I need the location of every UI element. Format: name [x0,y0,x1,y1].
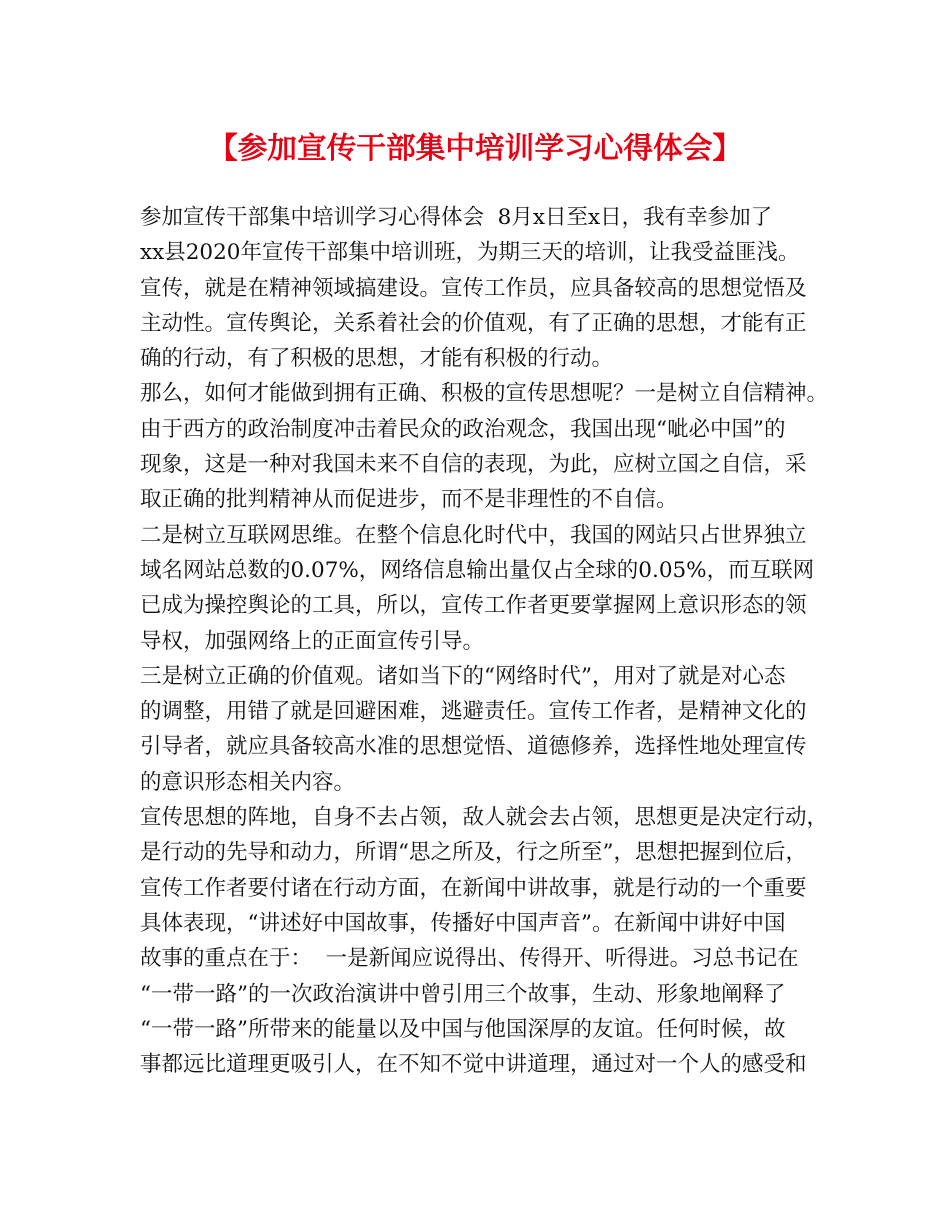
body-text-line: “一带一路”的一次政治演讲中曾引用三个故事，生动、形象地阐释了 [140,981,786,1007]
body-text-line: 域名网站总数的0.07%，网络信息输出量仅占全球的0.05%，而互联网 [140,557,815,583]
body-text-line: 二是树立互联网思维。在整个信息化时代中，我国的网站只占世界独立 [140,522,807,548]
body-text-line: 取正确的批判精神从而促进步，而不是非理性的不自信。 [140,487,678,513]
body-text-line: 现象，这是一种对我国未来不自信的表现，为此，应树立国之自信，采 [140,452,807,478]
document-body [140,200,830,1082]
body-text-line: 参加宣传干部集中培训学习心得体会 8月x日至x日，我有幸参加了 [140,205,773,230]
body-text-line: 引导者，就应具备较高水准的思想觉悟、道德修养，选择性地处理宣传 [140,734,807,760]
body-text-line: 事都远比道理更吸引人，在不知不觉中讲道理，通过对一个人的感受和 [140,1052,807,1078]
body-text-line: 宣传，就是在精神领域搞建设。宣传工作员，应具备较高的思想觉悟及 [140,275,807,301]
document-title: 【参加宣传干部集中培训学习心得体会】 [207,130,743,165]
body-text-line: 的调整，用错了就是回避困难，逃避责任。宣传工作者，是精神文化的 [140,699,807,725]
body-text-line: 是行动的先导和动力，所谓“思之所及，行之所至”，思想把握到位后， [140,840,807,866]
body-text-line: 具体表现，“讲述好中国故事，传播好中国声音”。在新闻中讲好中国 [140,910,786,936]
body-text-line: 宣传工作者要付诸在行动方面，在新闻中讲故事，就是行动的一个重要 [140,875,807,901]
body-text-line: 导权，加强网络上的正面宣传引导。 [140,628,485,654]
body-text-line: 主动性。宣传舆论，关系着社会的价值观，有了正确的思想，才能有正 [140,310,807,336]
body-text-line: 确的行动，有了积极的思想，才能有积极的行动。 [140,346,614,372]
body-text-line: 那么，如何才能做到拥有正确、积极的宣传思想呢？一是树立自信精神。 [140,381,829,407]
body-text-line: 三是树立正确的价值观。诸如当下的“网络时代”，用对了就是对心态 [140,663,786,689]
body-text-line: “一带一路”所带来的能量以及中国与他国深厚的友谊。任何时候，故 [140,1016,786,1042]
body-text-line: xx县2020年宣传干部集中培训班，为期三天的培训，让我受益匪浅。 [140,240,800,266]
body-text-line: 的意识形态相关内容。 [140,769,356,795]
body-text-line: 宣传思想的阵地，自身不去占领，敌人就会去占领，思想更是决定行动， [140,805,829,831]
body-text-line: 由于西方的政治制度冲击着民众的政治观念，我国出现“呲必中国”的 [140,416,786,442]
body-text-line: 故事的重点在于： 一是新闻应说得出、传得开、听得进。习总书记在 [140,946,799,972]
body-text-line: 已成为操控舆论的工具，所以，宣传工作者更要掌握网上意识形态的领 [140,593,807,619]
